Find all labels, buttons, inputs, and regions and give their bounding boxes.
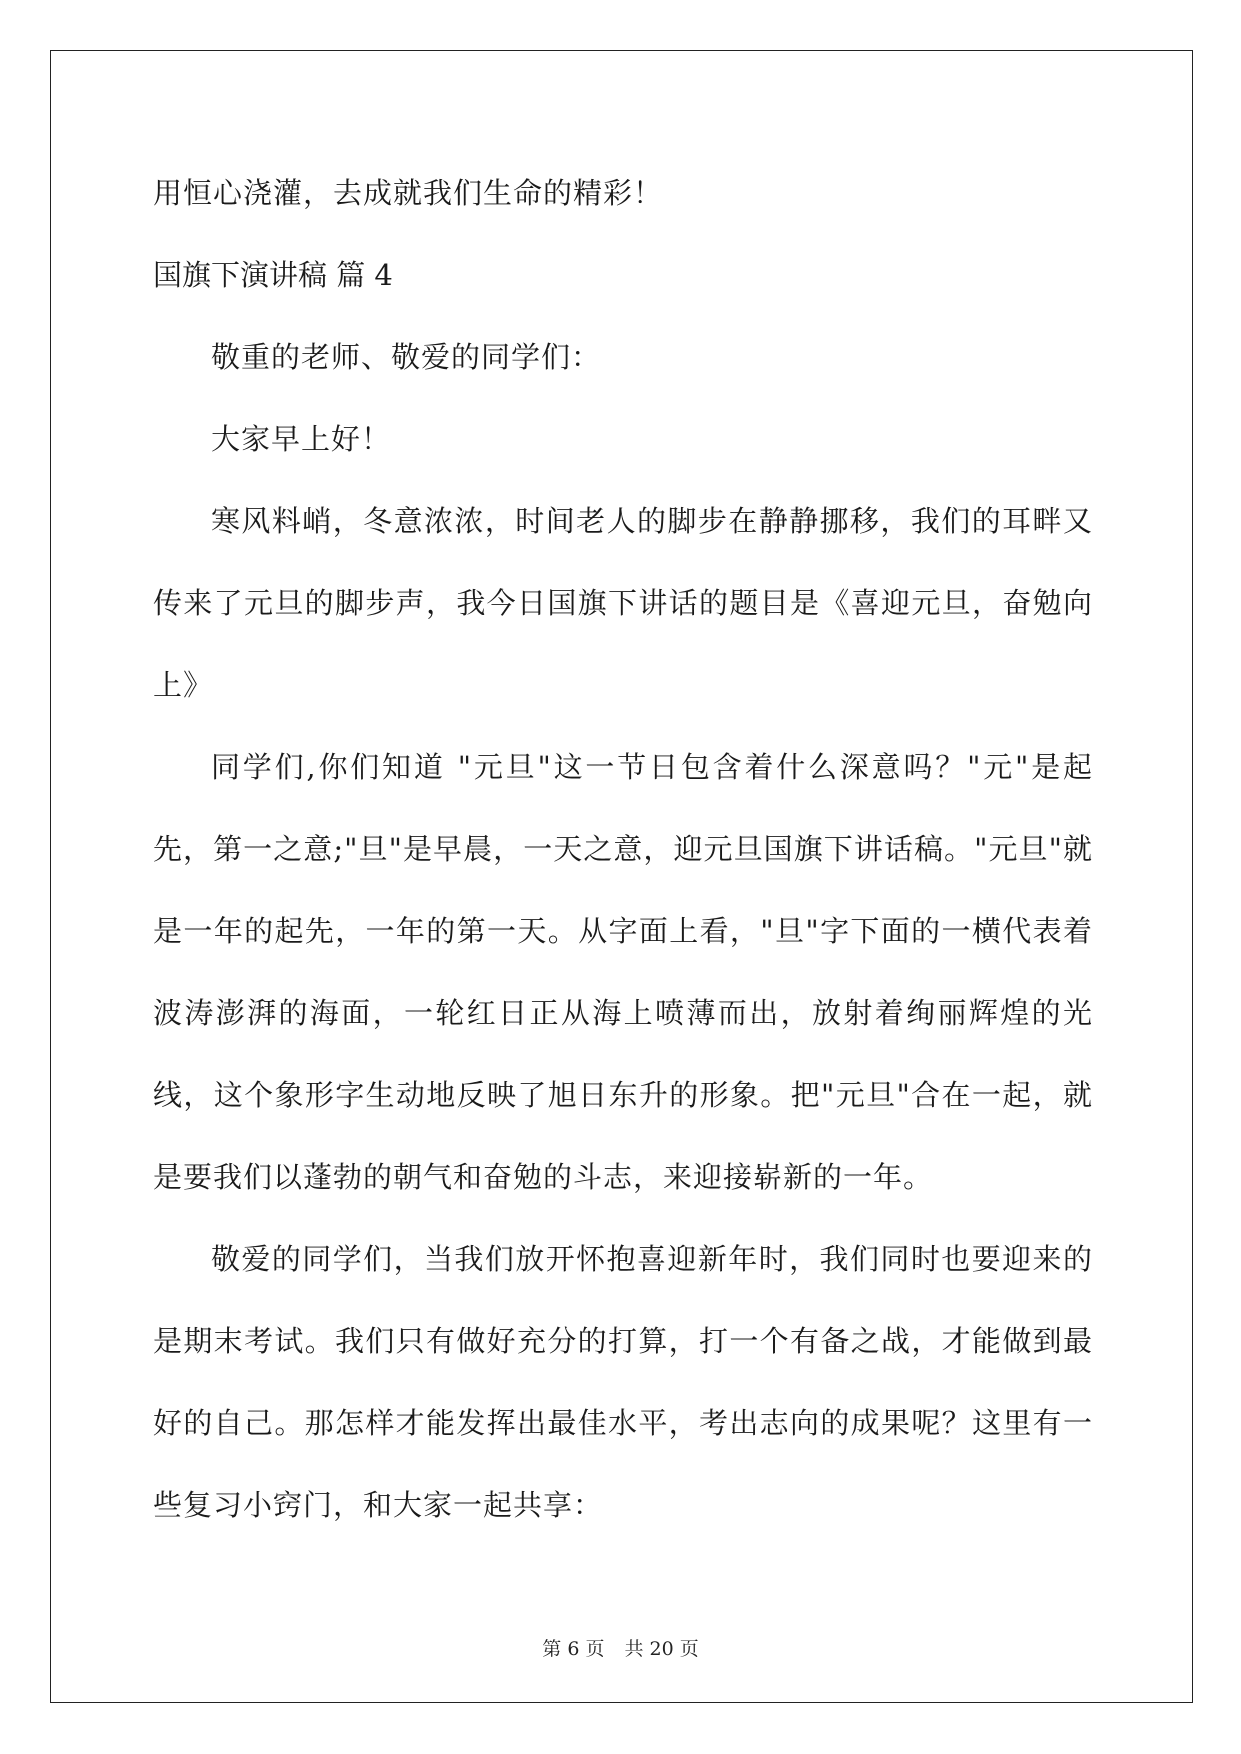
page-footer xyxy=(0,1634,1241,1661)
salutation: 敬重的老师、敬爱的同学们： xyxy=(211,340,602,374)
greeting: 大家早上好！ xyxy=(211,422,392,456)
paragraph-2: 同学们,你们知道 "元旦"这一节日包含着什么深意吗？"元"是起先，第一之意;"旦"是早晨，一天之意，迎元旦国旗下讲话稿。"元旦"就是一年的起先，一年的第一天。从字面上看，"旦"字下面的一横代表着波涛澎湃的海面，一轮红日正从海上喷薄而出，放射着绚丽辉煌的光线，这个象形字生动地反映了旭日东升的形象。把"元旦"合在一起，就是要我们以蓬勃的朝气和奋勉的斗志，来迎接崭新的一年。 xyxy=(153,750,1093,1194)
section-title: 国旗下演讲稿 篇 4 xyxy=(153,258,393,292)
page-total: 共 20 页 xyxy=(624,1638,699,1660)
paragraph-3: 敬爱的同学们，当我们放开怀抱喜迎新年时，我们同时也要迎来的是期末考试。我们只有做好充分的打算，打一个有备之战，才能做到最好的自己。那怎样才能发挥出最佳水平，考出志向的成果呢？这里有一些复习小窍门，和大家一起共享： xyxy=(153,1242,1093,1522)
closing-line: 用恒心浇灌，去成就我们生命的精彩！ xyxy=(153,176,664,210)
document-body xyxy=(153,152,1093,1546)
page-number: 第 6 页 xyxy=(542,1638,605,1660)
paragraph-1: 寒风料峭，冬意浓浓，时间老人的脚步在静静挪移，我们的耳畔又传来了元旦的脚步声，我今日国旗下讲话的题目是《喜迎元旦，奋勉向上》 xyxy=(153,504,1093,702)
